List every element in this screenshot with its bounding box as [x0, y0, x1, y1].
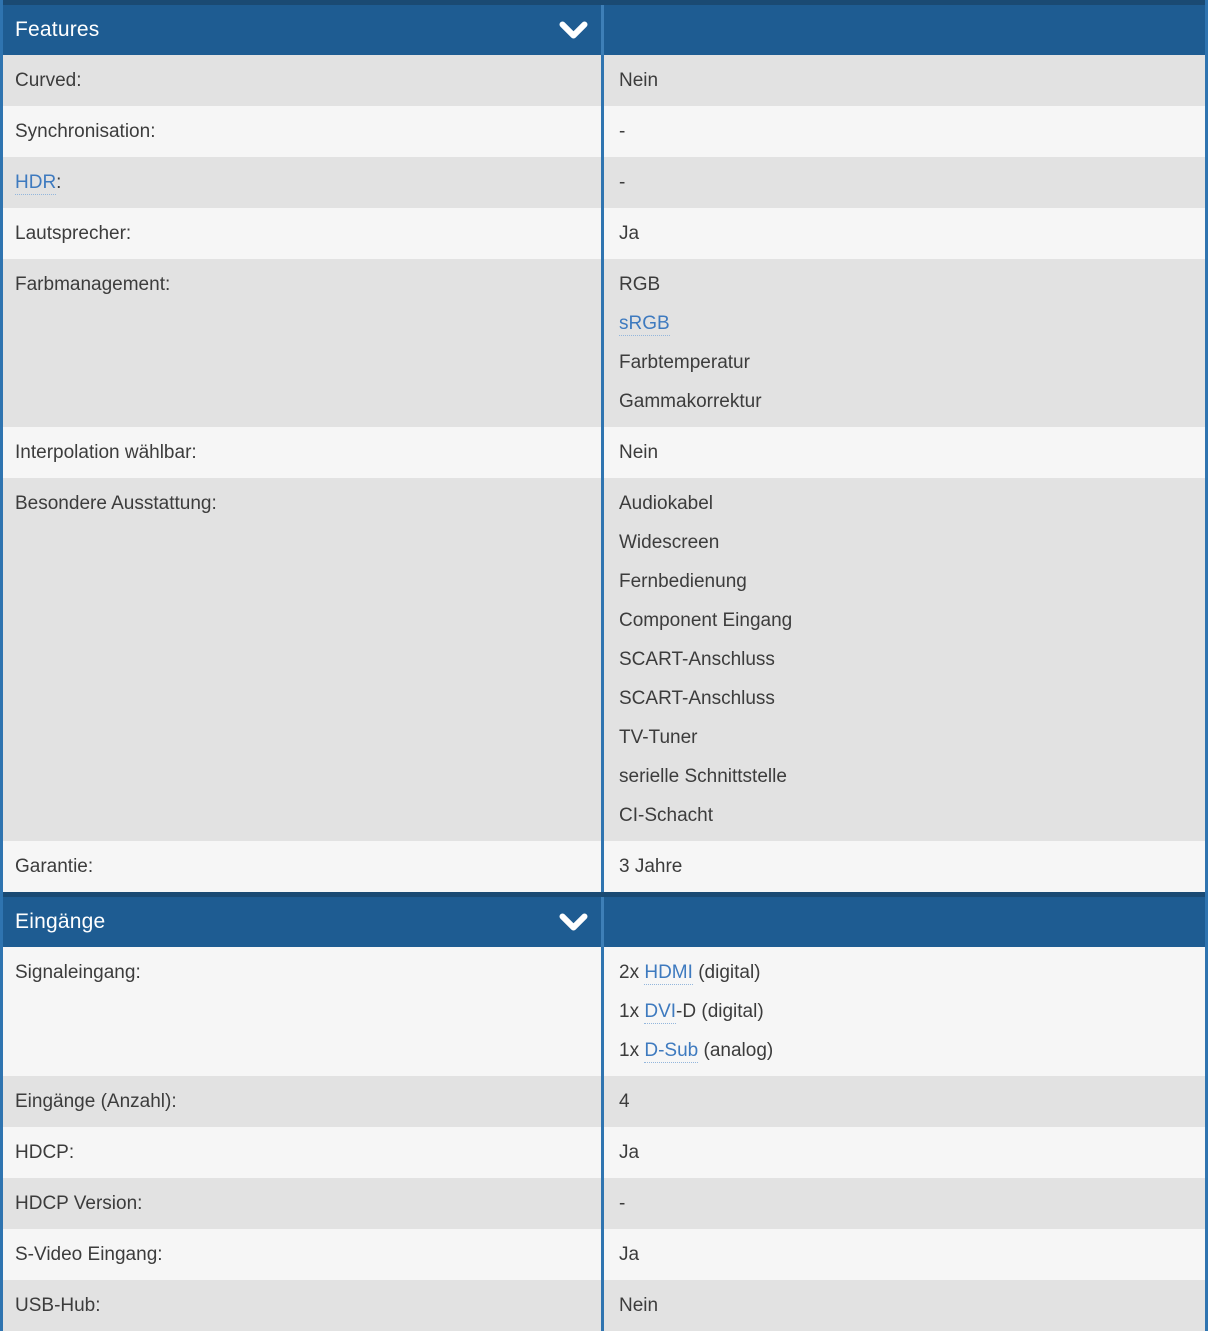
- spec-value: [601, 106, 1205, 157]
- spec-value-text: Fernbedienung: [619, 571, 747, 592]
- spec-value-link[interactable]: D-Sub: [644, 1040, 699, 1061]
- spec-value-text: (digital): [692, 962, 761, 983]
- value-line: [619, 484, 1190, 523]
- spec-value-text: Nein: [619, 442, 659, 463]
- spec-label-text: S-Video Eingang: [15, 1244, 158, 1265]
- spec-value-text: Audiokabel: [619, 493, 714, 514]
- spec-value-text: -: [619, 1193, 626, 1214]
- spec-label-text: :: [150, 121, 156, 142]
- spec-value: [601, 157, 1205, 208]
- spec-row: [3, 55, 1205, 106]
- spec-value-text: Component Eingang: [619, 610, 793, 631]
- value-line: [619, 796, 1190, 835]
- spec-label-text: Lautsprecher: [15, 223, 126, 244]
- spec-row: [3, 427, 1205, 478]
- value-line: [619, 163, 1190, 202]
- value-line: [619, 61, 1190, 100]
- spec-label-text: :: [171, 1091, 177, 1112]
- spec-value-text: 1x: [619, 1040, 645, 1061]
- spec-value: [601, 427, 1205, 478]
- value-line: [619, 1082, 1190, 1121]
- value-line: [619, 214, 1190, 253]
- spec-value: [601, 55, 1205, 106]
- spec-label: [3, 947, 601, 1076]
- spec-label: [3, 841, 601, 892]
- section-header-filler: [601, 5, 1205, 55]
- spec-label-text: :: [211, 493, 217, 514]
- spec-value-text: Ja: [619, 1244, 640, 1265]
- value-line: [619, 382, 1190, 421]
- spec-value-text: Widescreen: [619, 532, 720, 553]
- spec-label-text: :: [87, 856, 94, 877]
- spec-value: [601, 841, 1205, 892]
- spec-label-text: Garantie: [15, 856, 88, 877]
- spec-value-text: -D (digital): [676, 1001, 764, 1022]
- section-header-toggle[interactable]: [3, 897, 601, 947]
- spec-value-text: Ja: [619, 223, 640, 244]
- chevron-down-icon[interactable]: [559, 913, 588, 932]
- value-line: [619, 1235, 1190, 1274]
- spec-label-text: :: [137, 1193, 143, 1214]
- section-title: Eingänge: [15, 910, 106, 933]
- spec-label: [3, 1076, 601, 1127]
- spec-label-text: Synchronisation: [15, 121, 151, 142]
- spec-row: [3, 157, 1205, 208]
- value-line: [619, 1031, 1190, 1070]
- spec-value: [601, 1178, 1205, 1229]
- spec-row: [3, 106, 1205, 157]
- spec-row: [3, 478, 1205, 841]
- value-line: [619, 562, 1190, 601]
- section-header: [3, 0, 1205, 55]
- spec-label-text: :: [164, 274, 171, 295]
- spec-label-text: Curved: [15, 70, 77, 91]
- spec-label-text: :: [157, 1244, 163, 1265]
- value-line: [619, 112, 1190, 151]
- spec-row: [3, 1229, 1205, 1280]
- spec-value-text: 1x: [619, 1001, 645, 1022]
- spec-label-text: :: [191, 442, 197, 463]
- spec-row: [3, 1076, 1205, 1127]
- value-line: [619, 1133, 1190, 1172]
- spec-value-text: serielle Schnittstelle: [619, 766, 787, 787]
- spec-label-text: HDCP: [15, 1142, 69, 1163]
- spec-row: [3, 1280, 1205, 1331]
- spec-value: [601, 1127, 1205, 1178]
- section-header-filler: [601, 897, 1205, 947]
- spec-label-text: HDCP Version: [15, 1193, 138, 1214]
- value-line: [619, 304, 1190, 343]
- spec-label: [3, 1280, 601, 1331]
- value-line: [619, 757, 1190, 796]
- spec-value: [601, 1229, 1205, 1280]
- spec-label: [3, 478, 601, 841]
- spec-label-link[interactable]: HDR: [15, 172, 57, 193]
- section-header: [3, 892, 1205, 947]
- spec-value: [601, 1076, 1205, 1127]
- spec-label-text: Interpolation wählbar: [15, 442, 192, 463]
- value-line: [619, 523, 1190, 562]
- value-line: [619, 640, 1190, 679]
- spec-label: [3, 427, 601, 478]
- spec-label-text: :: [76, 70, 82, 91]
- spec-label: [3, 259, 601, 427]
- value-line: [619, 433, 1190, 472]
- spec-label: [3, 1229, 601, 1280]
- spec-value-text: SCART-Anschluss: [619, 688, 775, 709]
- spec-value-text: SCART-Anschluss: [619, 649, 775, 670]
- spec-label: [3, 157, 601, 208]
- spec-value-text: 4: [619, 1091, 630, 1112]
- spec-label: [3, 106, 601, 157]
- spec-row: [3, 947, 1205, 1076]
- spec-label: [3, 1178, 601, 1229]
- spec-value-text: TV-Tuner: [619, 727, 698, 748]
- section-header-toggle[interactable]: [3, 5, 601, 55]
- spec-value-text: Nein: [619, 70, 659, 91]
- spec-label-text: :: [95, 1295, 101, 1316]
- spec-value-text: 3 Jahre: [619, 856, 683, 877]
- value-line: [619, 265, 1190, 304]
- spec-value-text: Ja: [619, 1142, 640, 1163]
- spec-label-text: :: [125, 223, 132, 244]
- spec-value-text: Nein: [619, 1295, 659, 1316]
- spec-value-link[interactable]: sRGB: [619, 313, 670, 334]
- value-line: [619, 992, 1190, 1031]
- spec-row: [3, 841, 1205, 892]
- spec-value-text: -: [619, 172, 626, 193]
- spec-label-text: :: [56, 172, 62, 193]
- value-line: [619, 601, 1190, 640]
- spec-value-text: (analog): [698, 1040, 774, 1061]
- value-line: [619, 953, 1190, 992]
- spec-row: [3, 1127, 1205, 1178]
- spec-value-text: -: [619, 121, 626, 142]
- spec-value-text: Farbtemperatur: [619, 352, 750, 373]
- spec-row: [3, 259, 1205, 427]
- spec-value: [601, 259, 1205, 427]
- spec-section: [3, 892, 1205, 1331]
- spec-label: [3, 55, 601, 106]
- spec-value-text: 2x: [619, 962, 645, 983]
- spec-row: [3, 1178, 1205, 1229]
- spec-label-text: Farbmanagement: [15, 274, 165, 295]
- spec-label-text: Signaleingang: [15, 962, 136, 983]
- chevron-down-icon[interactable]: [559, 21, 588, 40]
- value-line: [619, 1286, 1190, 1325]
- spec-label: [3, 208, 601, 259]
- spec-label-text: :: [135, 962, 141, 983]
- spec-label-text: USB-Hub: [15, 1295, 96, 1316]
- spec-label-text: Eingänge (Anzahl): [15, 1091, 172, 1112]
- value-line: [619, 343, 1190, 382]
- spec-value: [601, 208, 1205, 259]
- spec-value: [601, 1280, 1205, 1331]
- spec-value-link[interactable]: DVI: [644, 1001, 677, 1022]
- value-line: [619, 1184, 1190, 1223]
- spec-value: [601, 947, 1205, 1076]
- spec-value-text: CI-Schacht: [619, 805, 713, 826]
- spec-value-text: Gammakorrektur: [619, 391, 762, 412]
- spec-label-text: :: [68, 1142, 75, 1163]
- spec-label-text: Besondere Ausstattung: [15, 493, 212, 514]
- spec-value: [601, 478, 1205, 841]
- spec-value-link[interactable]: HDMI: [644, 962, 693, 983]
- section-title: Features: [15, 18, 100, 41]
- spec-label: [3, 1127, 601, 1178]
- value-line: [619, 718, 1190, 757]
- value-line: [619, 847, 1190, 886]
- spec-value-text: RGB: [619, 274, 661, 295]
- spec-section: [3, 0, 1205, 892]
- value-line: [619, 679, 1190, 718]
- spec-row: [3, 208, 1205, 259]
